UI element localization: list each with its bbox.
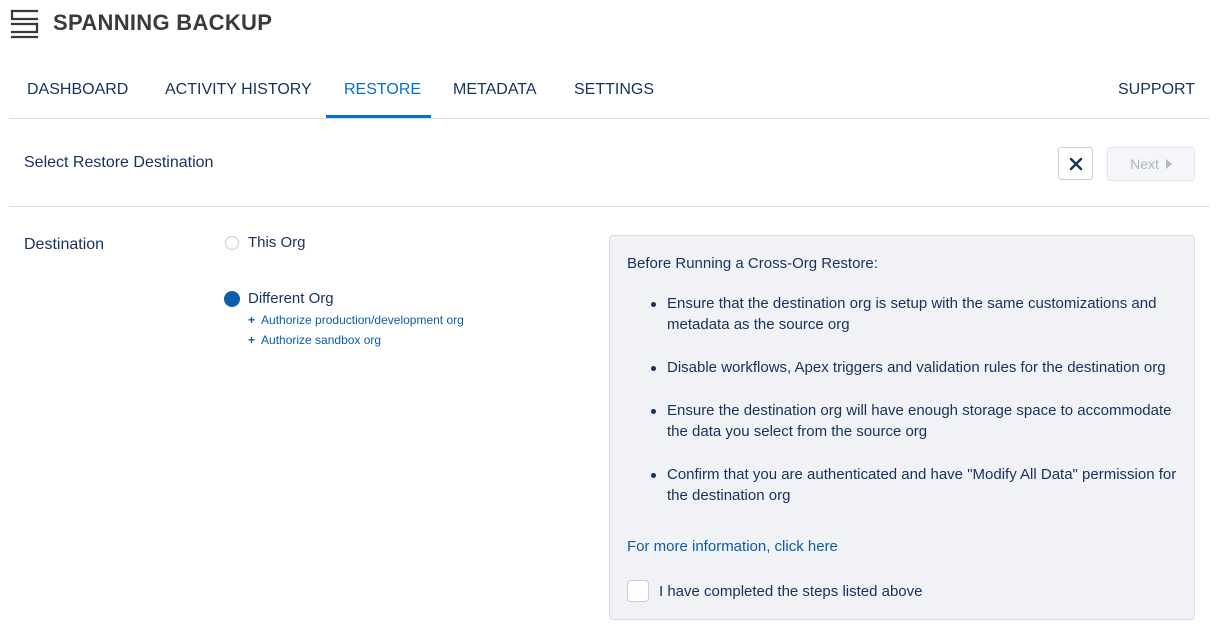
radio-this-org[interactable]: [225, 234, 306, 251]
app-title: SPANNING BACKUP: [53, 10, 273, 35]
info-bullet-list: [644, 293, 1179, 528]
tab-dashboard[interactable]: DASHBOARD: [27, 81, 129, 98]
tab-activity-history[interactable]: ACTIVITY HISTORY: [165, 81, 312, 98]
steps-completed-label: I have completed the steps listed above: [659, 582, 923, 600]
info-panel-title: Before Running a Cross-Org Restore:: [627, 255, 878, 272]
section-divider: [9, 206, 1210, 207]
tab-settings[interactable]: SETTINGS: [574, 81, 655, 98]
close-icon: [1069, 157, 1083, 171]
radio-different-org[interactable]: [224, 290, 334, 307]
info-bullet-item: Ensure the destination org will have enough storage space to accommodate the data you select from the source org: [644, 400, 1179, 442]
next-button[interactable]: [1107, 147, 1195, 181]
info-bullet-item: Confirm that you are authenticated and have "Modify All Data" permission for the destination org: [644, 464, 1179, 506]
close-button[interactable]: [1058, 147, 1093, 180]
plus-icon: +: [248, 313, 256, 327]
steps-completed-checkbox-row[interactable]: [627, 580, 923, 602]
page-title: Select Restore Destination: [24, 154, 214, 171]
more-information-link[interactable]: For more information, click here: [627, 538, 838, 555]
radio-button-selected[interactable]: [224, 291, 240, 307]
authorize-production-link[interactable]: [248, 313, 464, 327]
main-nav: [0, 70, 1219, 118]
cross-org-info-panel: [609, 235, 1195, 620]
radio-label-this-org: This Org: [248, 234, 306, 251]
authorize-sandbox-label: Authorize sandbox org: [261, 333, 382, 347]
spanning-logo-icon: [10, 8, 40, 40]
info-bullet-item: Disable workflows, Apex triggers and validation rules for the destination org: [644, 357, 1179, 378]
authorize-production-label: Authorize production/development org: [261, 313, 464, 327]
triangle-right-icon: [1166, 159, 1172, 169]
destination-label: Destination: [24, 236, 105, 253]
radio-label-different-org: Different Org: [248, 290, 334, 307]
authorize-sandbox-link[interactable]: [248, 333, 381, 347]
plus-icon: +: [248, 333, 256, 347]
next-button-label: Next: [1130, 156, 1159, 172]
tab-restore[interactable]: RESTORE: [344, 81, 422, 98]
radio-button-unselected[interactable]: [225, 236, 239, 250]
nav-divider: [9, 118, 1210, 119]
tab-metadata[interactable]: METADATA: [453, 81, 537, 98]
steps-completed-checkbox[interactable]: [627, 580, 649, 602]
info-bullet-item: Ensure that the destination org is setup with the same customizations and metadata as the source org: [644, 293, 1179, 335]
support-link[interactable]: SUPPORT: [1118, 81, 1196, 98]
